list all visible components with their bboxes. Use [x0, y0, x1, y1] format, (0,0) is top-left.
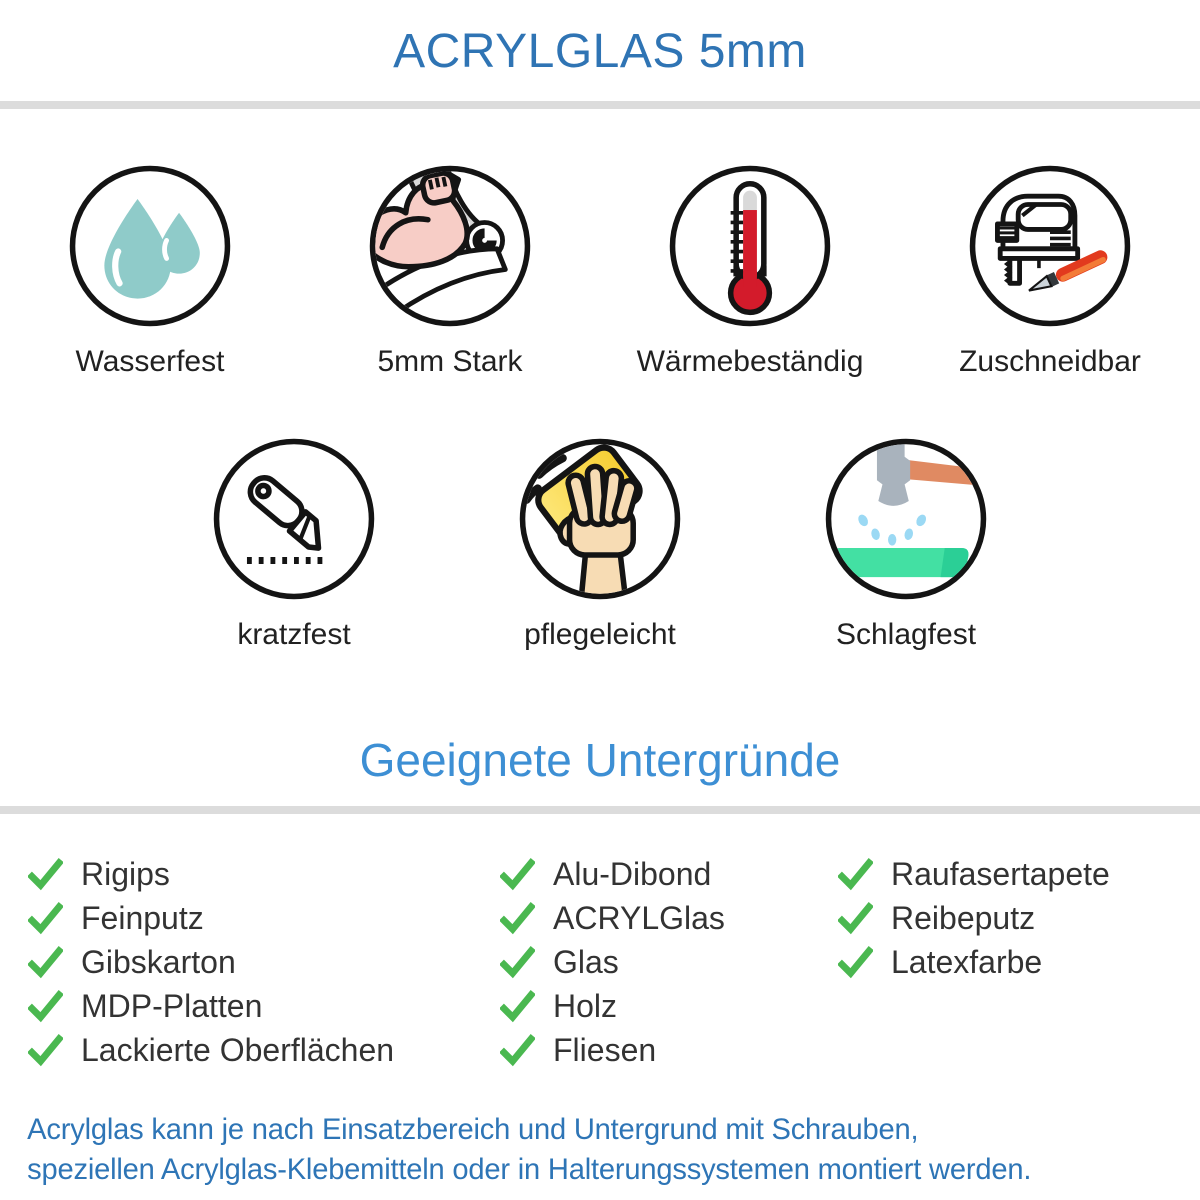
checkmark-icon — [838, 857, 873, 892]
feature-zuschneidbar — [900, 163, 1200, 379]
list-item — [838, 896, 1200, 940]
checkmark-icon — [28, 1033, 63, 1068]
checkmark-icon — [28, 901, 63, 936]
feature-waermebestaendig — [600, 163, 900, 379]
feature-row-2 — [0, 436, 1200, 652]
feature-schlagfest — [753, 436, 1059, 652]
list-item — [500, 896, 838, 940]
checkmark-icon — [500, 1033, 535, 1068]
checkmark-icon — [28, 989, 63, 1024]
list-item-label: Rigips — [81, 855, 170, 892]
list-item-label: Holz — [553, 987, 618, 1024]
feature-label: pflegeleicht — [524, 618, 676, 651]
muscle-arm-icon — [367, 163, 533, 329]
list-item — [28, 984, 500, 1028]
page-title: ACRYLGLAS 5mm — [393, 25, 807, 78]
feature-label: 5mm Stark — [377, 345, 523, 378]
feature-pflegeleicht — [447, 436, 753, 652]
divider — [0, 101, 1200, 109]
checkmark-icon — [838, 945, 873, 980]
checklist-column-3 — [838, 852, 1200, 1072]
thermometer-icon — [667, 163, 833, 329]
mounting-note-line1: Acrylglas kann je nach Einsatzbereich und Untergrund mit Schrauben, — [27, 1113, 919, 1146]
checklist-column-2 — [500, 852, 838, 1072]
checkmark-icon — [500, 945, 535, 980]
list-item-label: Glas — [553, 943, 619, 980]
feature-label: Zuschneidbar — [959, 345, 1141, 378]
list-item — [838, 940, 1200, 984]
utility-knife-icon — [211, 436, 377, 602]
feature-kratzfest — [141, 436, 447, 652]
list-item-label: Latexfarbe — [891, 943, 1043, 980]
list-item-label: Alu-Dibond — [553, 855, 712, 892]
feature-label: kratzfest — [237, 618, 351, 651]
list-item — [500, 1028, 838, 1072]
jigsaw-icon — [967, 163, 1133, 329]
list-item-label: Lackierte Oberflächen — [81, 1031, 395, 1068]
list-item — [500, 984, 838, 1028]
list-item-label: MDP-Platten — [81, 987, 263, 1024]
checklist-column-1 — [28, 852, 500, 1072]
section-heading: Geeignete Untergründe — [359, 734, 841, 786]
checkmark-icon — [500, 989, 535, 1024]
list-item-label: Gibskarton — [81, 943, 236, 980]
list-item — [838, 852, 1200, 896]
list-item — [28, 896, 500, 940]
list-item-label: Fliesen — [553, 1031, 657, 1068]
list-item-label: Feinputz — [81, 899, 204, 936]
feature-label: Wasserfest — [75, 345, 225, 378]
checkmark-icon — [838, 901, 873, 936]
checkmark-icon — [500, 901, 535, 936]
hammer-icon — [823, 436, 989, 602]
feature-label: Wärmebeständig — [636, 345, 864, 378]
list-item-label: Raufasertapete — [891, 855, 1110, 892]
feature-5mm-stark — [300, 163, 600, 379]
checkmark-icon — [28, 857, 63, 892]
mounting-note — [0, 1110, 1164, 1190]
water-drops-icon — [67, 163, 233, 329]
divider — [0, 806, 1200, 814]
surfaces-checklist — [0, 852, 1200, 1072]
list-item — [500, 940, 838, 984]
cleaning-hand-icon — [517, 436, 683, 602]
checkmark-icon — [28, 945, 63, 980]
list-item — [28, 1028, 500, 1072]
feature-row-1 — [0, 163, 1200, 379]
mounting-note-line2: speziellen Acrylglas-Klebemitteln oder in Halterungssystemen montiert werden. — [27, 1153, 1032, 1186]
feature-wasserfest — [0, 163, 300, 379]
list-item — [500, 852, 838, 896]
list-item — [28, 852, 500, 896]
feature-label: Schlagfest — [835, 618, 977, 651]
list-item-label: Reibeputz — [891, 899, 1036, 936]
list-item-label: ACRYLGlas — [553, 899, 725, 936]
checkmark-icon — [500, 857, 535, 892]
list-item — [28, 940, 500, 984]
